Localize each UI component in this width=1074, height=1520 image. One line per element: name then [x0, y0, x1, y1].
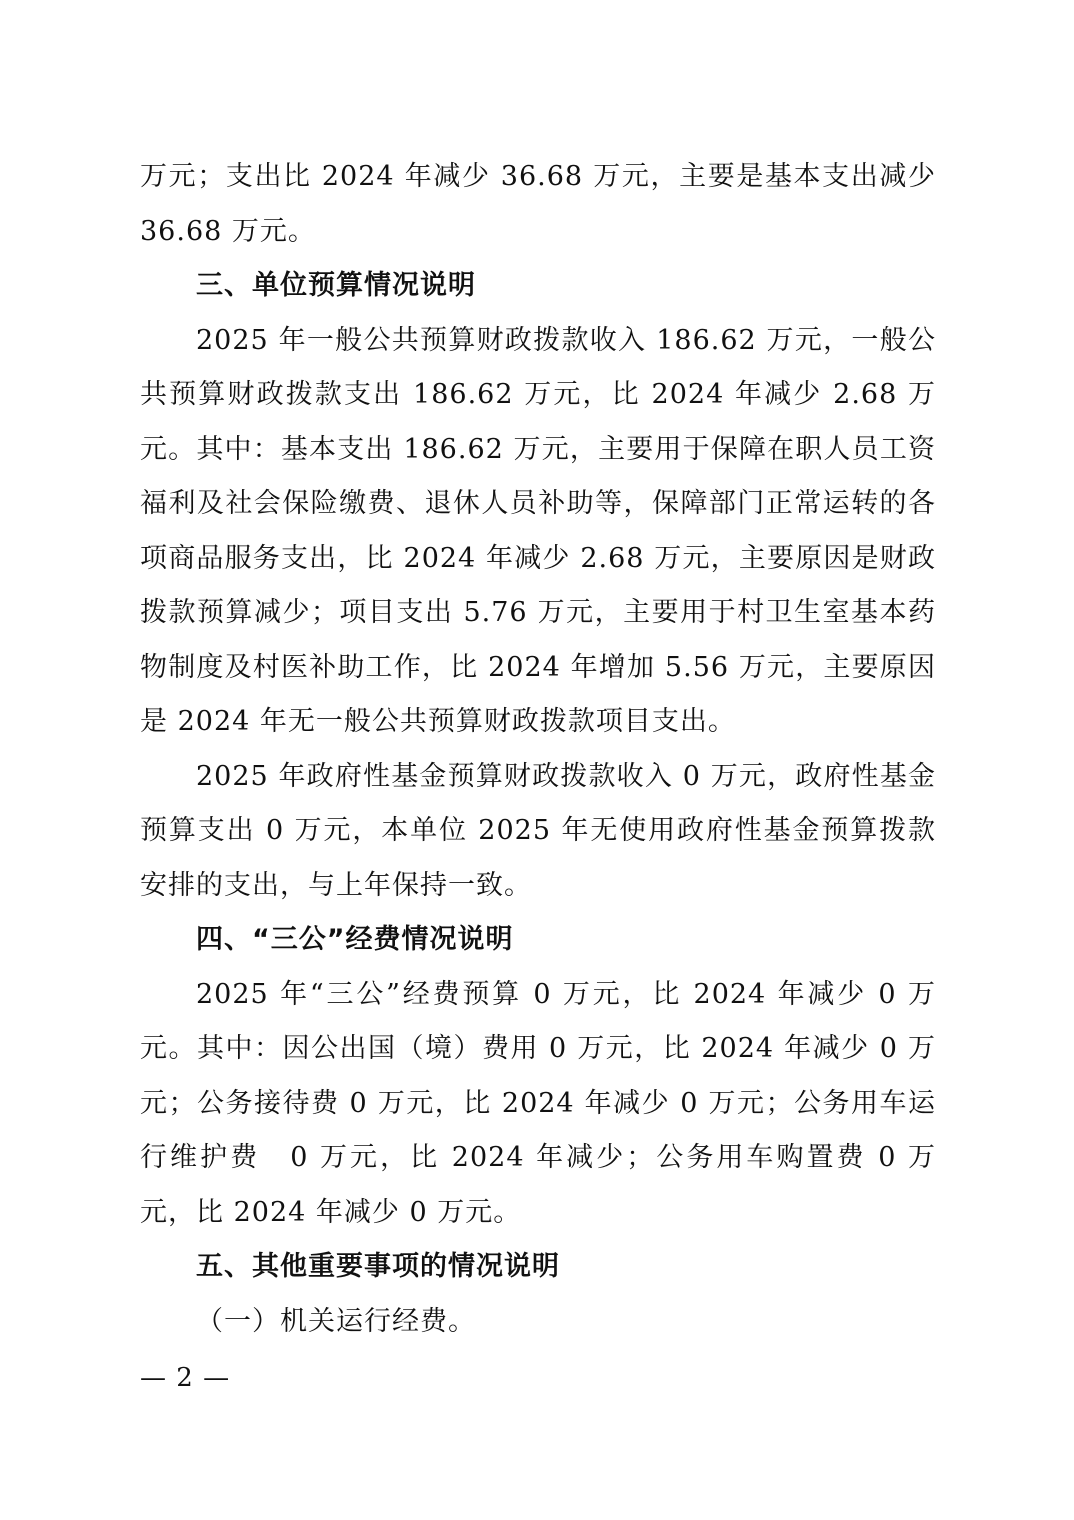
paragraph-continuation: 万元；支出比 2024 年减少 36.68 万元，主要是基本支出减少 36.68 万元。 — [140, 161, 936, 247]
paragraph-operating-expenses: （一）机关运行经费。 — [196, 1305, 476, 1337]
section-heading-unit-budget: 三、单位预算情况说明 — [196, 270, 476, 301]
paragraph-general-budget: 2025 年一般公共预算财政拨款收入 186.62 万元，一般公共预算财政拨款支出 186.62 万元，比 2024 年减少 2.68 万元。其中：基本支出 186.62 万元，主要用于保障在职人员工资福利及社会保险缴费、退休人员补助等，保障部门正常运转的各项商品服务支出，比 2024 年减少 2.68 万元，主要原因是财政拨款预算减少；项目支出 5.76 万元，主要用于村卫生室基本药物制度及村医补助工作，比 2024 年增加 5.56 万元，主要原因是 2024 年无一般公共预算财政拨款项目支出。 — [140, 324, 936, 737]
section-heading-three-public: 四、“三公”经费情况说明 — [196, 924, 514, 955]
page-number: — 2 — — [140, 1363, 231, 1393]
section-heading-other-matters: 五、其他重要事项的情况说明 — [196, 1251, 560, 1282]
document-body — [140, 150, 936, 1349]
paragraph-government-fund: 2025 年政府性基金预算财政拨款收入 0 万元，政府性基金预算支出 0 万元，本单位 2025 年无使用政府性基金预算拨款安排的支出，与上年保持一致。 — [140, 760, 936, 901]
paragraph-three-public-expenses: 2025 年“三公”经费预算 0 万元，比 2024 年减少 0 万元。其中：因公出国（境）费用 0 万元，比 2024 年减少 0 万元；公务接待费 0 万元，比 2024 年减少 0 万元；公务用车运行维护费 0 万元，比 2024 年减少；公务用车购置费 0 万元，比 2024 年减少 0 万元。 — [140, 978, 936, 1228]
